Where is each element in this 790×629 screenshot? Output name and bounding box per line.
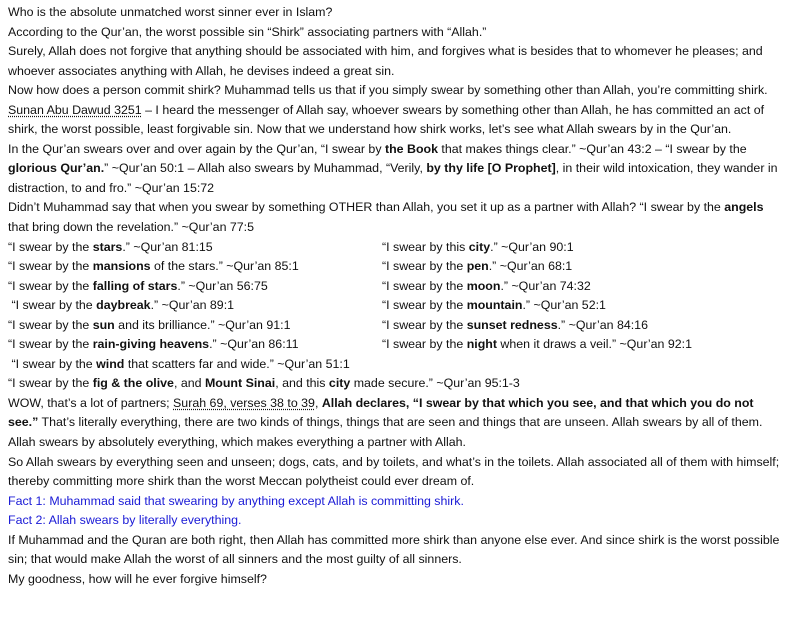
oath-row: [8, 257, 782, 277]
oath-rain-heavens: “I swear by the rain-giving heavens.” ~Qur’an 86:11: [8, 337, 299, 352]
oath-moon: “I swear by the moon.” ~Qur’an 74:32: [382, 278, 591, 293]
seen-unseen-paragraph: WOW, that’s a lot of partners; Surah 69, verses 38 to 39, Allah declares, “I swear by that which you see, and that which you do not see.” That’s literally everything, there are two kinds of things, things that are seen and things that are unseen. Allah swears by all of them. Allah swears by absolutely everything, which makes everything a partner with Allah.: [8, 395, 763, 450]
oath-city: “I swear by this city.” ~Qur’an 90:1: [382, 239, 574, 254]
fact-1: Fact 1: Muhammad said that swearing by anything except Allah is committing shirk.: [8, 493, 464, 508]
oath-row: [8, 238, 782, 258]
quran-oath-paragraph: In the Qur’an swears over and over again by the Qur’an, “I swear by the Book that makes things clear.” ~Qur’an 43:2 – “I swear by the glorious Qur’an.” ~Qur’an 50:1 – Allah also swears by Muhammad, “Verily, by thy life [O Prophet], in their wild intoxication, they wander in distraction, to and fro.” ~Qur’an 15:72: [8, 141, 778, 195]
oath-row: [8, 316, 782, 336]
oath-fig-olive: “I swear by the fig & the olive, and Mount Sinai, and this city made secure.” ~Qur’an 95:1-3: [8, 376, 520, 391]
oath-row: [8, 277, 782, 297]
oath-wind: “I swear by the wind that scatters far and wide.” ~Qur’an 51:1: [8, 356, 350, 371]
oath-row: [8, 296, 782, 316]
surah-69-link[interactable]: Surah 69, verses 38 to 39: [173, 395, 315, 410]
shirk-definition: According to the Qur’an, the worst possible sin “Shirk” associating partners with “Allah.”: [8, 24, 487, 39]
oath-daybreak: “I swear by the daybreak.” ~Qur’an 89:1: [8, 298, 235, 313]
everything-paragraph: So Allah swears by everything seen and unseen; dogs, cats, and by toilets, and what’s in the toilets. Allah associated all of them with himself; thereby committing more shirk than the worst Meccan polytheist could ever dream of.: [8, 454, 780, 489]
forgiveness-verse: Surely, Allah does not forgive that anything should be associated with him, and forgives what is besides that to whomever he pleases; and whoever associates anything with Allah, he devises indeed a great sin.: [8, 44, 763, 78]
closing-line: My goodness, how will he ever forgive himself?: [8, 571, 267, 586]
oath-row: [8, 335, 782, 355]
oath-falling-stars: “I swear by the falling of stars.” ~Qur’an 56:75: [8, 278, 268, 293]
oath-mountain: “I swear by the mountain.” ~Qur’an 52:1: [382, 298, 606, 313]
conclusion-paragraph: If Muhammad and the Quran are both right, then Allah has committed more shirk than anyone else ever. And since shirk is the worst possible sin; that would make Allah the worst of all sinners and the most guilty of all sinners.: [8, 532, 780, 567]
oath-sun: “I swear by the sun and its brilliance.” ~Qur’an 91:1: [8, 317, 291, 332]
sunan-abu-dawud-link[interactable]: Sunan Abu Dawud 3251: [8, 102, 142, 117]
shirk-explanation: Now how does a person commit shirk? Muhammad tells us that if you simply swear by something other than Allah, you’re committing shirk. Sunan Abu Dawud 3251 – I heard the messenger of Allah say, whoever swears by something other than Allah, he has committed an act of shirk, the worst possible, least forgivable sin. Now that we understand how shirk works, let’s see what Allah swears by in the Qur’an.: [8, 83, 768, 137]
angels-oath-paragraph: Didn’t Muhammad say that when you swear by something OTHER than Allah, you set it up as a partner with Allah? “I swear by the angels that bring down the revelation.” ~Qur’an 77:5: [8, 200, 764, 235]
fact-2: Fact 2: Allah swears by literally everything.: [8, 513, 242, 528]
oath-stars: “I swear by the stars.” ~Qur’an 81:15: [8, 239, 213, 254]
question-heading: Who is the absolute unmatched worst sinner ever in Islam?: [8, 5, 333, 19]
oath-night: “I swear by the night when it draws a veil.” ~Qur’an 92:1: [382, 337, 693, 352]
oath-sunset: “I swear by the sunset redness.” ~Qur’an 84:16: [382, 317, 648, 332]
oath-mansions: “I swear by the mansions of the stars.” ~Qur’an 85:1: [8, 259, 299, 274]
oath-pen: “I swear by the pen.” ~Qur’an 68:1: [382, 259, 573, 274]
